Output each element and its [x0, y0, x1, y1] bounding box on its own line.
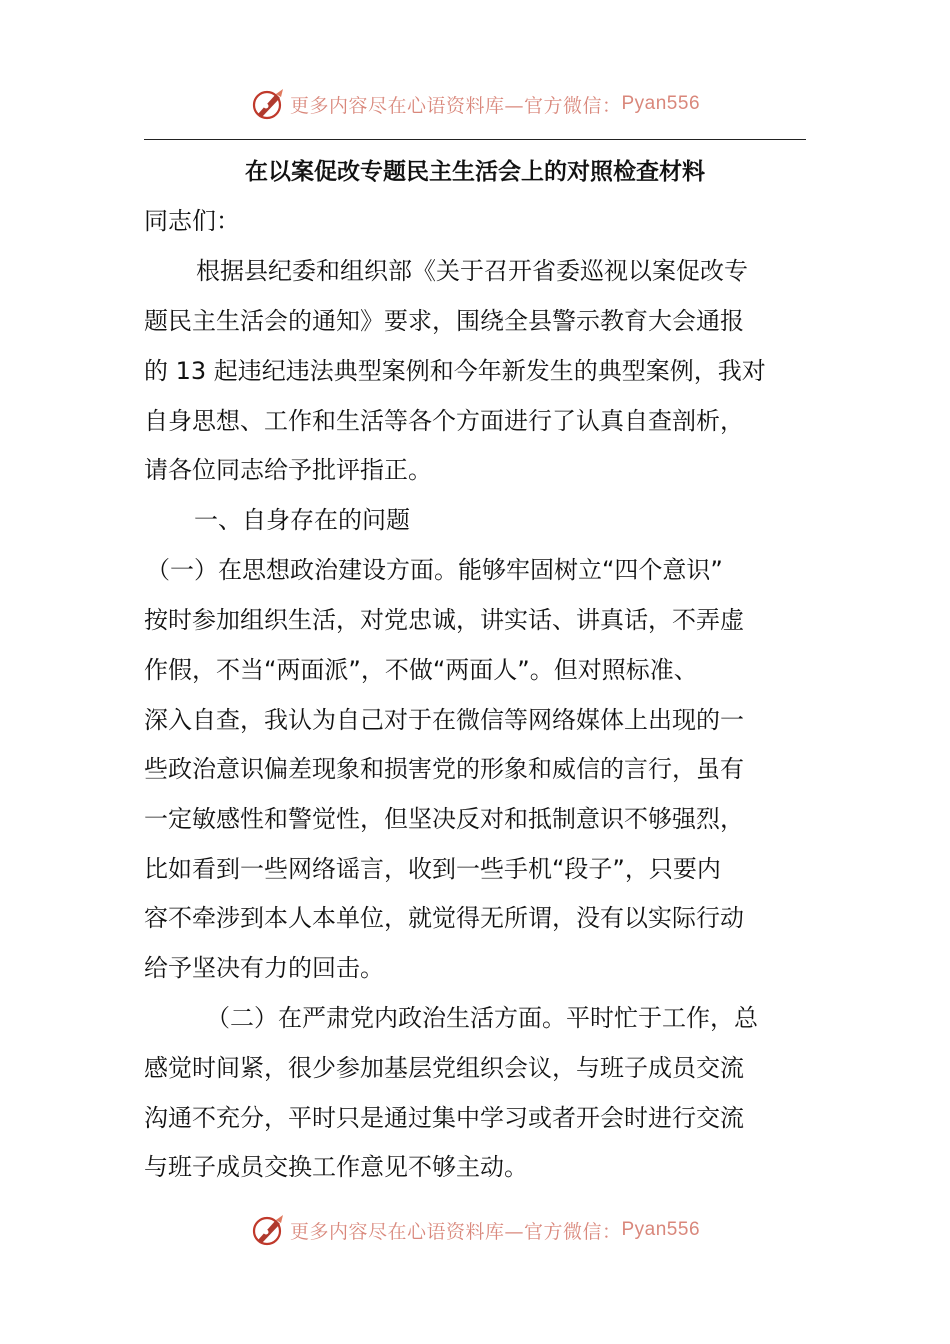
paragraph-line: 题民主生活会的通知》要求，围绕全县警示教育大会通报 [144, 307, 744, 335]
paragraph-line: 深入自查，我认为自己对于在微信等网络媒体上出现的一 [144, 706, 744, 734]
section-heading: 一、自身存在的问题 [194, 506, 410, 534]
paragraph-line: 按时参加组织生活，对党忠诚，讲实话、讲真话，不弄虚 [144, 606, 744, 634]
paragraph-line: 沟通不充分，平时只是通过集中学习或者开会时进行交流 [144, 1104, 744, 1132]
paragraph-line: 比如看到一些网络谣言，收到一些手机“段子”，只要内 [144, 855, 721, 883]
header-divider [144, 139, 806, 140]
watermark-text: 更多内容尽在心语资料库—官方微信： [289, 94, 622, 117]
watermark-handle: Pyan556 [621, 93, 701, 114]
watermark-text: 更多内容尽在心语资料库—官方微信： [289, 1220, 622, 1243]
header-watermark [0, 84, 950, 124]
paragraph-line: 的 13 起违纪违法典型案例和今年新发生的典型案例，我对 [144, 357, 766, 385]
paragraph-line: 请各位同志给予批评指正。 [144, 456, 432, 484]
paragraph-line: 作假，不当“两面派”，不做“两面人”。但对照标准、 [144, 656, 698, 684]
footer-watermark [0, 1210, 950, 1250]
paragraph-line: 一定敏感性和警觉性，但坚决反对和抵制意识不够强烈， [144, 805, 744, 833]
watermark-handle: Pyan556 [621, 1219, 701, 1240]
salutation: 同志们： [144, 207, 240, 235]
subsection-heading: （一）在思想政治建设方面。能够牢固树立“四个意识” [146, 556, 723, 584]
document-title: 在以案促改专题民主生活会上的对照检查材料 [245, 159, 705, 185]
pen-nib-logo-icon [250, 86, 286, 122]
paragraph-line: 自身思想、工作和生活等各个方面进行了认真自查剖析， [144, 407, 744, 435]
paragraph-line: 根据县纪委和组织部《关于召开省委巡视以案促改专 [196, 257, 748, 285]
paragraph-line: 些政治意识偏差现象和损害党的形象和威信的言行，虽有 [144, 755, 744, 783]
paragraph-line: 给予坚决有力的回击。 [144, 954, 384, 982]
subsection-heading: （二）在严肃党内政治生活方面。平时忙于工作，总 [206, 1004, 758, 1032]
paragraph-line: 感觉时间紧，很少参加基层党组织会议，与班子成员交流 [144, 1054, 744, 1082]
paragraph-line: 与班子成员交换工作意见不够主动。 [144, 1153, 528, 1181]
paragraph-line: 容不牵涉到本人本单位，就觉得无所谓，没有以实际行动 [144, 904, 744, 932]
pen-nib-logo-icon [250, 1212, 286, 1248]
